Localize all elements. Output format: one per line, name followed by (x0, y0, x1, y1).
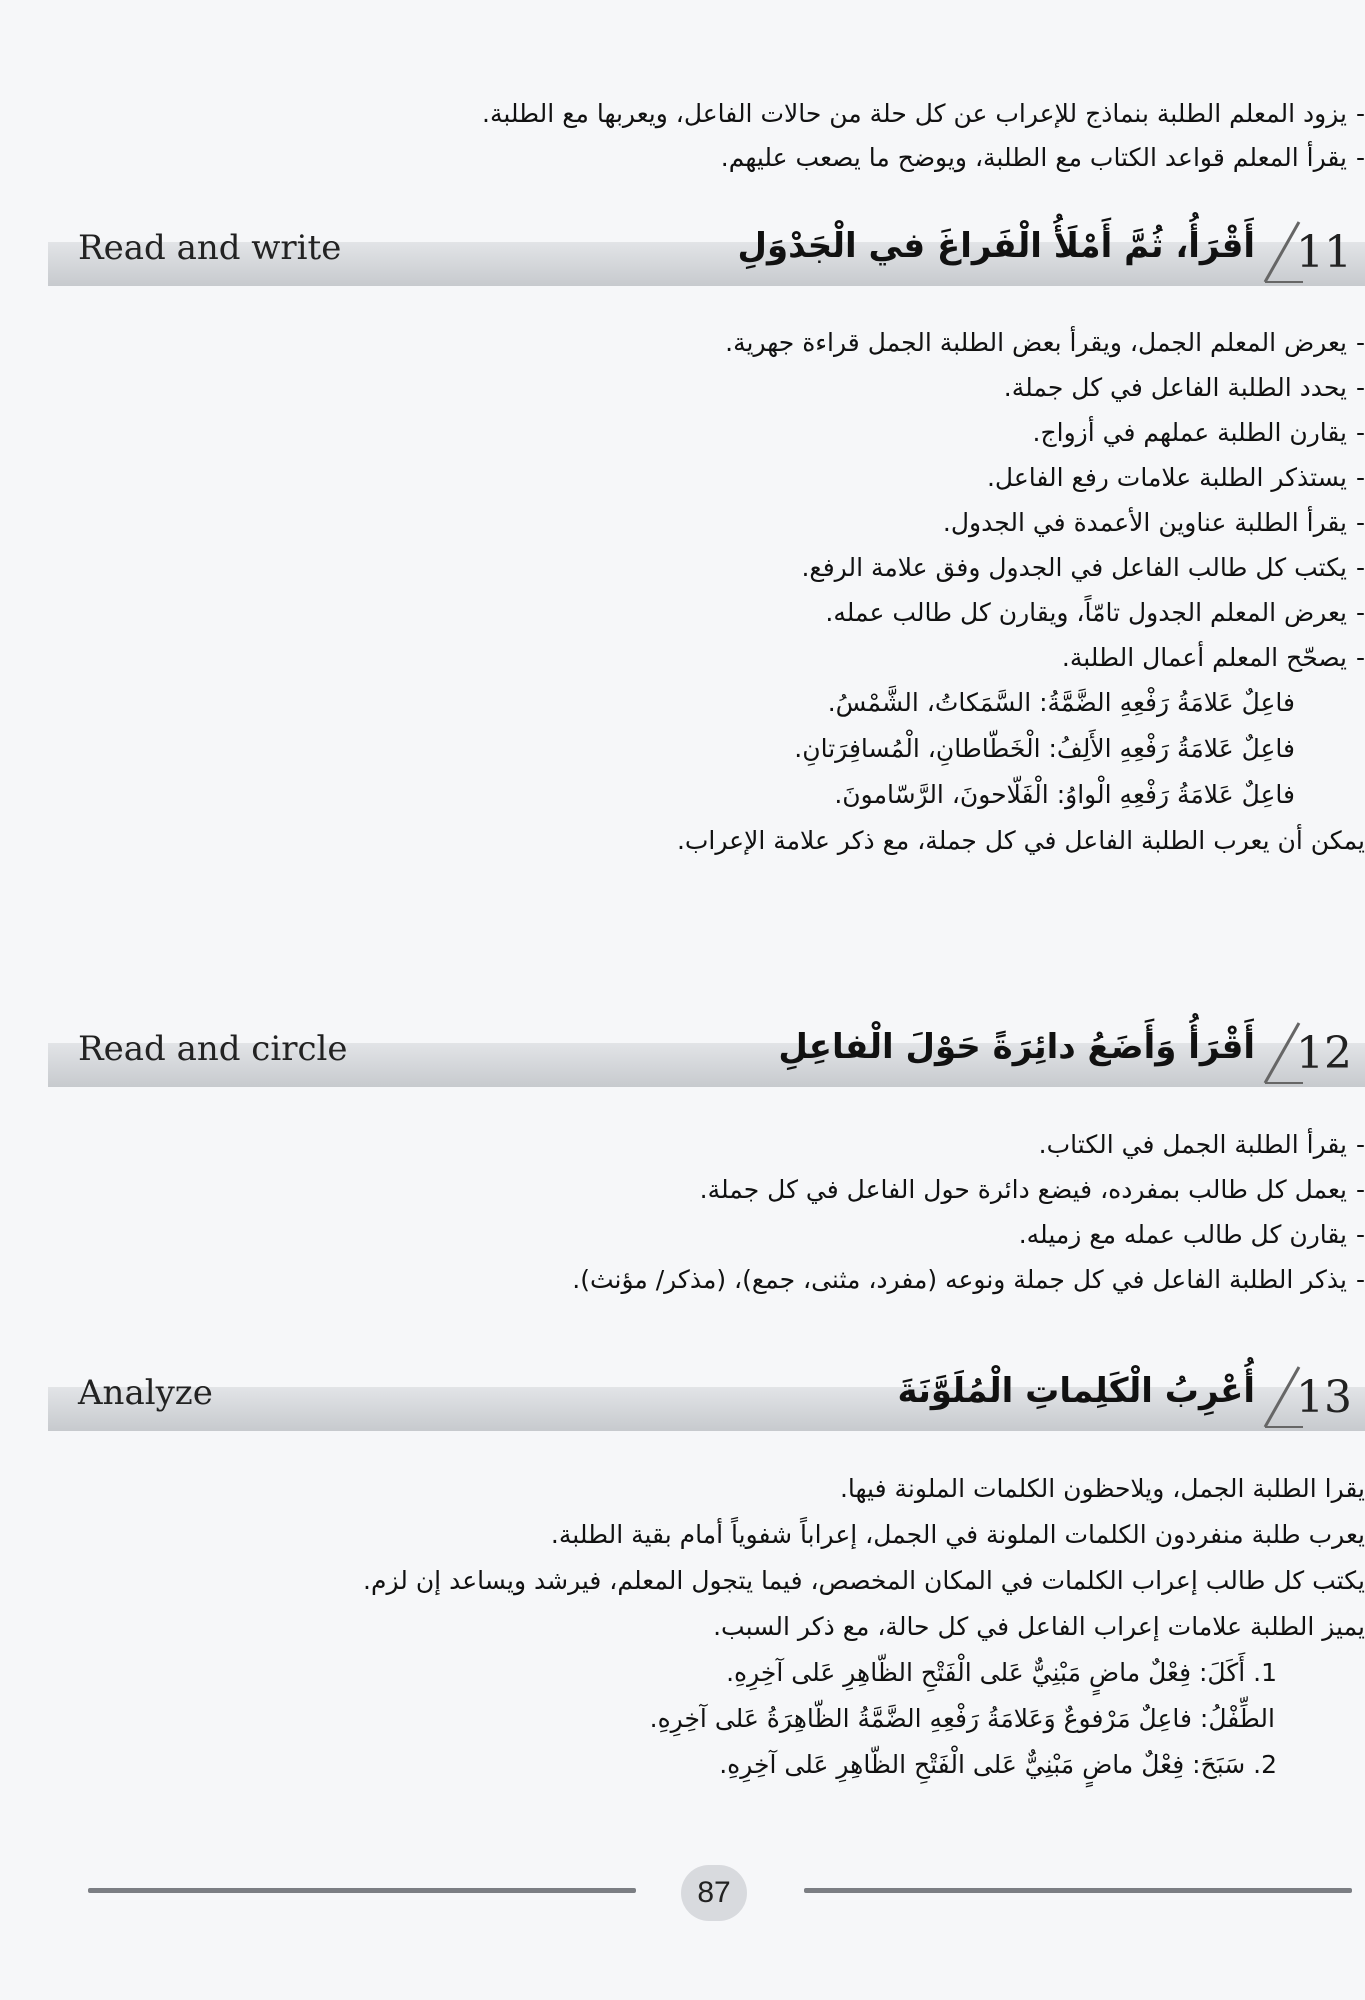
step-line: -يقارن كل طالب عمله مع زميله. (1018, 1220, 1365, 1249)
answer-line: فاعِلٌ عَلامَةُ رَفْعِهِ الضَّمَّةُ: السَّمَكاتُ، الشَّمْسُ. (827, 688, 1295, 717)
step-line: -يكتب كل طالب الفاعل في الجدول وفق علامة الرفع. (801, 553, 1365, 582)
section-title-en: Analyze (78, 1373, 213, 1413)
section-13-header (48, 1365, 1365, 1431)
example-line: الطِّفْلُ: فاعِلٌ مَرْفوعٌ وَعَلامَةُ رَفْعِهِ الضَّمَّةُ الظّاهِرَةُ عَلى آخِرِهِ. (649, 1704, 1275, 1733)
section-11-header (48, 220, 1365, 286)
answer-line: فاعِلٌ عَلامَةُ رَفْعِهِ الأَلِفُ: الْخَطّاطانِ، الْمُسافِرَتانِ. (794, 734, 1295, 763)
section-title-en: Read and circle (78, 1029, 348, 1069)
step-line: -يعرض المعلم الجمل، ويقرأ بعض الطلبة الجمل قراءة جهرية. (725, 328, 1365, 357)
section-12-steps (0, 1122, 1365, 1302)
section-number: 12 (1296, 1028, 1352, 1079)
step-line: يقرا الطلبة الجمل، ويلاحظون الكلمات الملونة فيها. (839, 1474, 1365, 1503)
section-number: 11 (1296, 227, 1352, 278)
section-13-steps (0, 1466, 1365, 1788)
step-line: -يقرأ الطلبة الجمل في الكتاب. (1038, 1130, 1365, 1159)
step-line: -يذكر الطلبة الفاعل في كل جملة ونوعه (مفرد، مثنى، جمع)، (مذكر/ مؤنث). (572, 1265, 1365, 1294)
step-line: -يستذكر الطلبة علامات رفع الفاعل. (986, 463, 1365, 492)
intro-line: -يزود المعلم الطلبة بنماذج للإعراب عن كل حلة من حالات الفاعل، ويعربها مع الطلبة. (482, 99, 1365, 128)
section-title-en: Read and write (78, 228, 342, 268)
step-line: يكتب كل طالب إعراب الكلمات في المكان المخصص، فيما يتجول المعلم، فيرشد ويساعد إن لزم. (363, 1566, 1365, 1595)
section-title-ar: أَقْرَأُ، ثُمَّ أَمْلَأُ الْفَراغَ في الْجَدْوَلِ (737, 226, 1255, 266)
section-title-ar: أَقْرَأُ وَأَضَعُ دائِرَةً حَوْلَ الْفاعِلِ (778, 1027, 1255, 1067)
example-line: 2. سَبَحَ: فِعْلٌ ماضٍ مَبْنِيٌّ عَلى الْفَتْحِ الظّاهِرِ عَلى آخِرِهِ. (719, 1750, 1277, 1779)
answer-line: فاعِلٌ عَلامَةُ رَفْعِهِ الْواوُ: الْفَلّاحونَ، الرَّسّامونَ. (834, 780, 1295, 809)
section-11-steps (0, 320, 1365, 864)
step-line: يعرب طلبة منفردون الكلمات الملونة في الجمل، إعراباً شفوياً أمام بقية الطلبة. (550, 1520, 1365, 1549)
page-number: 87 (681, 1865, 747, 1921)
step-line: -يقرأ الطلبة عناوين الأعمدة في الجدول. (942, 508, 1365, 537)
footer-rule-right (804, 1888, 1352, 1893)
step-line: -يعمل كل طالب بمفرده، فيضع دائرة حول الفاعل في كل جملة. (699, 1175, 1365, 1204)
step-line: -يصحّح المعلم أعمال الطلبة. (1061, 643, 1365, 672)
section-12-header (48, 1021, 1365, 1087)
section-title-ar: أُعْرِبُ الْكَلِماتِ الْمُلَوَّنَةَ (897, 1371, 1255, 1411)
footer-rule-left (88, 1888, 636, 1893)
step-line: -يقارن الطلبة عملهم في أزواج. (1032, 418, 1365, 447)
step-line: يميز الطلبة علامات إعراب الفاعل في كل حالة، مع ذكر السبب. (713, 1612, 1365, 1641)
intro-line: -يقرأ المعلم قواعد الكتاب مع الطلبة، ويوضح ما يصعب عليهم. (720, 143, 1365, 172)
step-line: -يحدد الطلبة الفاعل في كل جملة. (1003, 373, 1365, 402)
note-line: يمكن أن يعرب الطلبة الفاعل في كل جملة، مع ذكر علامة الإعراب. (676, 826, 1365, 855)
example-line: 1. أَكَلَ: فِعْلٌ ماضٍ مَبْنِيٌّ عَلى الْفَتْحِ الظّاهِرِ عَلى آخِرِهِ. (726, 1658, 1277, 1687)
section-number: 13 (1296, 1372, 1352, 1423)
intro-block (0, 92, 1365, 180)
step-line: -يعرض المعلم الجدول تامّاً، ويقارن كل طالب عمله. (825, 598, 1365, 627)
